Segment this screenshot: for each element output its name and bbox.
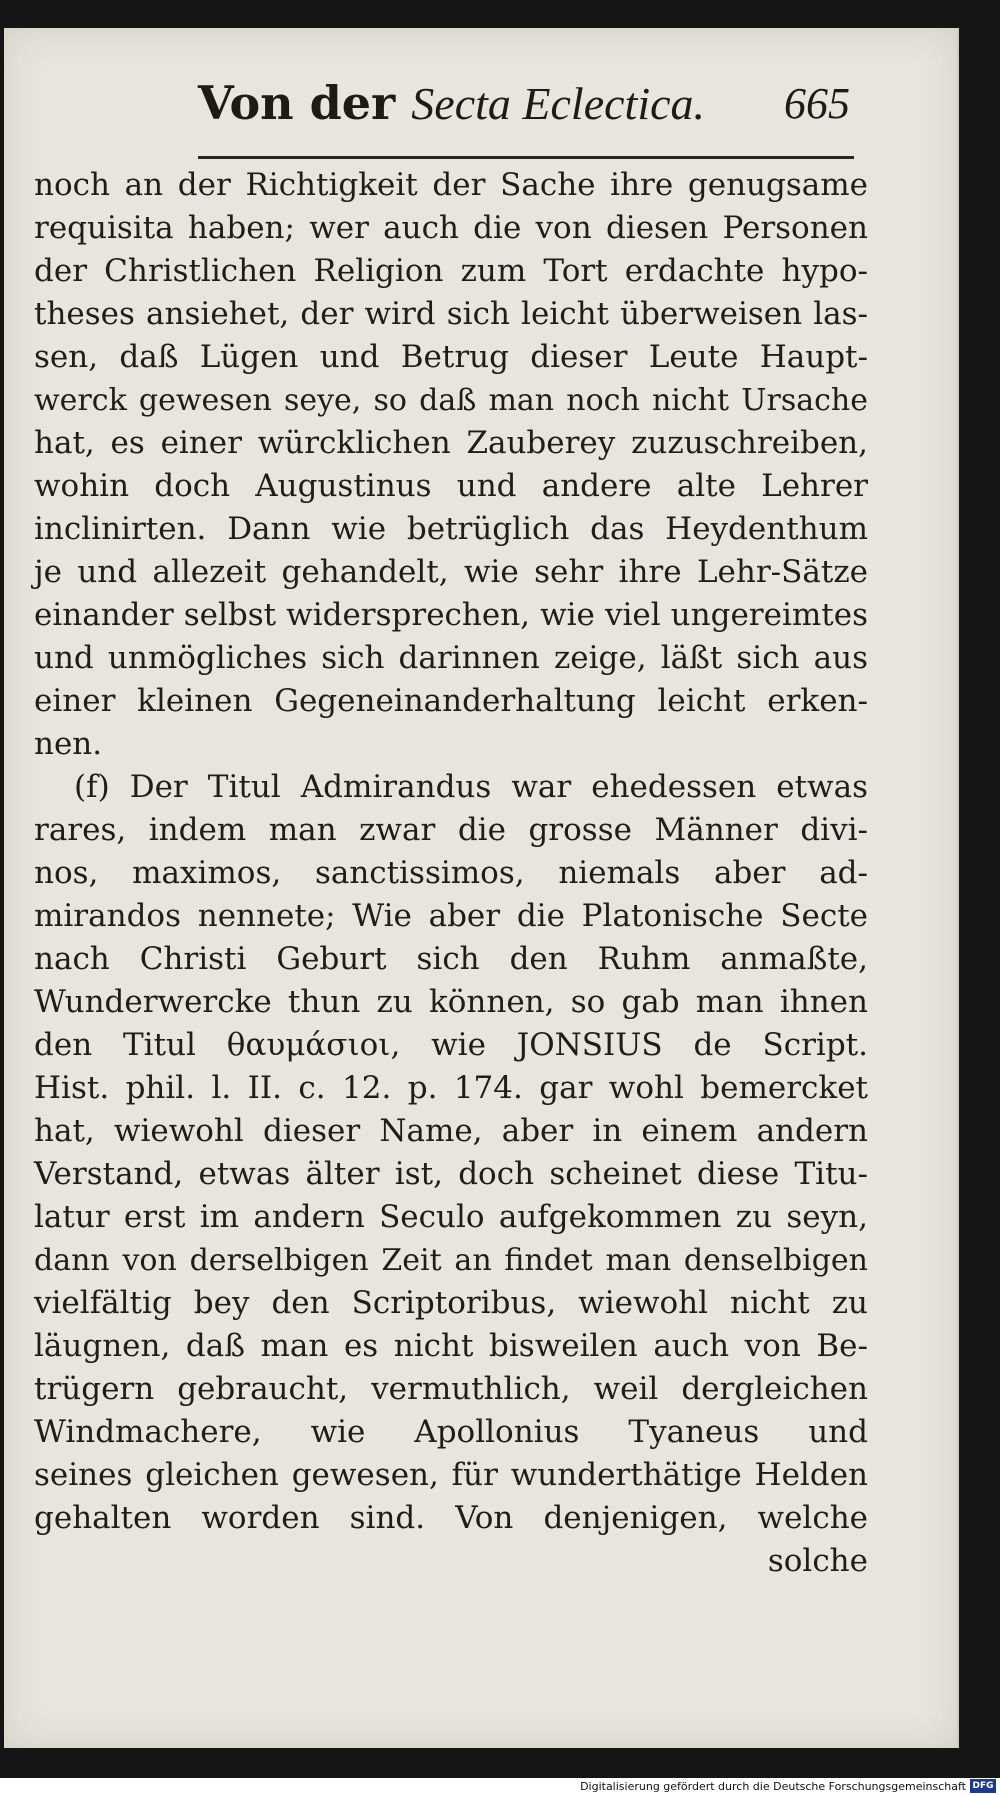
footnote-line: trügern gebraucht, vermuthlich, weil dergleichen <box>34 1371 868 1407</box>
running-title-latin: Secta Eclectica. <box>411 78 706 129</box>
text-line: werck gewesen seye, so daß man noch nicht Ursache <box>34 383 868 418</box>
running-header <box>198 70 850 152</box>
footnote-line: läugnen, daß man es nicht bisweilen auch von Be- <box>34 1328 868 1364</box>
footnote-line: vielfältig bey den Scriptoribus, wiewohl nicht zu <box>34 1285 868 1321</box>
footnote-line: rares, indem man zwar die grosse Männer divi- <box>34 812 868 848</box>
footnote-line: dann von derselbigen Zeit an findet man denselbigen <box>34 1243 868 1278</box>
running-title <box>198 76 705 130</box>
footnote-line: den Titul θαυμάσιοι, wie JONSIUS de Script. <box>34 1027 868 1063</box>
footnote-line: hat, wiewohl dieser Name, aber in einem andern <box>34 1113 868 1149</box>
running-title-prefix: Von der <box>198 76 412 130</box>
text-line: je und allezeit gehandelt, wie sehr ihre Lehr-Sätze <box>34 554 868 590</box>
text-line: sen, daß Lügen und Betrug dieser Leute Haupt- <box>34 339 868 375</box>
digitization-footer <box>0 1778 1000 1795</box>
footnote-line: (f) Der Titul Admirandus war ehedessen etwas <box>74 769 868 805</box>
footnote-line: mirandos nennete; Wie aber die Platonische Secte <box>34 898 868 934</box>
dfg-logo: DFG <box>970 1779 996 1793</box>
footnote-line: gehalten worden sind. Von denjenigen, welche <box>34 1500 868 1536</box>
text-line: theses ansiehet, der wird sich leicht überweisen las- <box>34 296 868 332</box>
text-line: wohin doch Augustinus und andere alte Lehrer <box>34 468 868 504</box>
body-text <box>34 164 868 1583</box>
footnote-line: Hist. phil. l. II. c. 12. p. 174. gar wohl bemercket <box>34 1070 868 1106</box>
footnote-line: latur erst im andern Seculo aufgekommen zu seyn, <box>34 1199 868 1235</box>
text-line: einander selbst widersprechen, wie viel ungereimtes <box>34 597 868 633</box>
page-number: 665 <box>784 79 850 128</box>
text-line: einer kleinen Gegeneinanderhaltung leicht erken- <box>34 683 868 719</box>
footnote-line: Wunderwercke thun zu können, so gab man ihnen <box>34 984 868 1020</box>
text-line: der Christlichen Religion zum Tort erdachte hypo- <box>34 253 868 289</box>
footnote-line: nos, maximos, sanctissimos, niemals aber ad- <box>34 855 868 891</box>
text-line: inclinirten. Dann wie betrüglich das Heydenthum <box>34 511 868 547</box>
text-line: nen. <box>34 726 103 762</box>
text-line: und unmögliches sich darinnen zeige, läßt sich aus <box>34 640 868 676</box>
catchword: solche <box>767 1543 868 1579</box>
footnote-line: Verstand, etwas älter ist, doch scheinet diese Titu- <box>34 1156 868 1192</box>
header-rule <box>198 156 854 159</box>
text-line: noch an der Richtigkeit der Sache ihre genugsame <box>34 167 868 203</box>
footnote-line: nach Christi Geburt sich den Ruhm anmaßte, <box>34 941 868 977</box>
footnote-line: Windmachere, wie Apollonius Tyaneus und <box>34 1414 868 1450</box>
funding-credit: Digitalisierung gefördert durch die Deutsche Forschungsgemeinschaft <box>580 1780 966 1793</box>
text-line: hat, es einer würcklichen Zauberey zuzuschreiben, <box>34 425 868 461</box>
text-line: requisita haben; wer auch die von diesen Personen <box>34 210 868 246</box>
footnote-line: seines gleichen gewesen, für wunderthätige Helden <box>34 1457 868 1493</box>
